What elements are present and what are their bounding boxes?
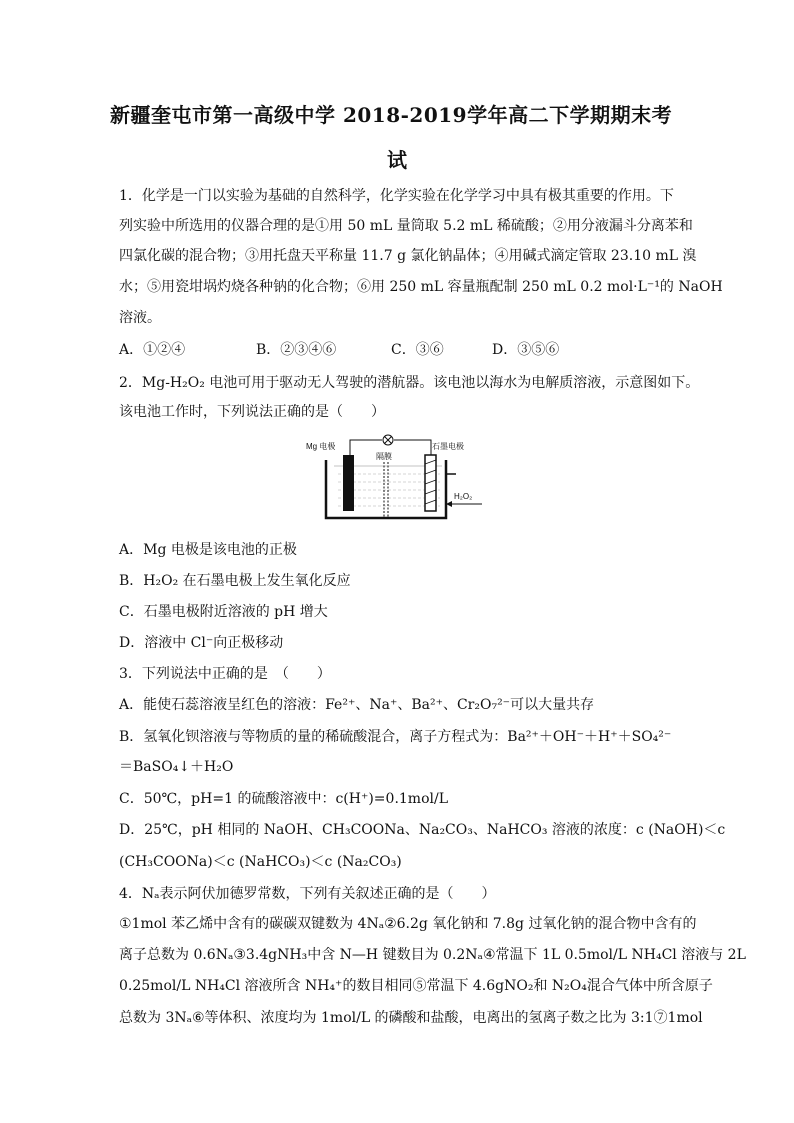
q1-line: 溶液。 — [119, 310, 161, 326]
q2-line: 该电池工作时，下列说法正确的是（ ） — [119, 404, 385, 420]
q2-option-c: C．石墨电极附近溶液的 pH 增大 — [119, 604, 328, 620]
graphite-electrode — [425, 455, 436, 511]
q3-option-c: C．50℃，pH=1 的硫酸溶液中：c(H⁺)=0.1mol/L — [119, 791, 448, 807]
q4-line: 总数为 3Nₐ⑥等体积、浓度均为 1mol/L 的磷酸和盐酸，电离出的氢离子数之比为 3:1⑦1mol — [119, 1010, 703, 1026]
q3-option-a: A．能使石蕊溶液呈红色的溶液：Fe²⁺、Na⁺、Ba²⁺、Cr₂O₇²⁻可以大量共存 — [119, 697, 595, 713]
membrane-label: 隔膜 — [376, 452, 392, 461]
q4-line: 0.25mol/L NH₄Cl 溶液所含 NH₄⁺的数目相同⑤常温下 4.6gNO₂和 N₂O₄混合气体中所含原子 — [119, 978, 713, 994]
q2-option-d: D．溶液中 Cl⁻向正极移动 — [119, 635, 284, 651]
battery-diagram — [306, 432, 488, 524]
q2-line: 2．Mg-H₂O₂ 电池可用于驱动无人驾驶的潜航器。该电池以海水为电解质溶液，示意图如下。 — [119, 375, 700, 391]
q3-option-d: D．25℃，pH 相同的 NaOH、CH₃COONa、Na₂CO₃、NaHCO₃ 溶液的浓度：c (NaOH)＜c — [119, 822, 726, 838]
graphite-electrode-label: 石墨电极 — [432, 442, 464, 451]
lamp-icon — [383, 435, 393, 445]
q1-option-c: C．③⑥ — [391, 342, 444, 358]
h2o2-label: H₂O₂ — [454, 492, 473, 501]
q1-option-a: A．①②④ — [119, 342, 186, 358]
q1-line: 1．化学是一门以实验为基础的自然科学，化学实验在化学学习中具有极其重要的作用。下 — [119, 188, 674, 204]
q1-line: 列实验中所选用的仪器合理的是①用 50 mL 量筒取 5.2 mL 稀硫酸；②用分液漏斗分离苯和 — [119, 218, 693, 234]
exam-title: 新疆奎屯市第一高级中学 2018-2019学年高二下学期期末考 — [110, 103, 673, 127]
q1-option-b: B．②③④⑥ — [256, 342, 337, 358]
q3-option-b: B．氢氧化钡溶液与等物质的量的稀硫酸混合，离子方程式为：Ba²⁺＋OH⁻＋H⁺＋SO₄²⁻ — [119, 729, 672, 745]
q3-stem: 3．下列说法中正确的是 （ ） — [119, 666, 331, 682]
q3-option-d-cont: (CH₃COONa)＜c (NaHCO₃)＜c (Na₂CO₃) — [119, 854, 402, 870]
mg-electrode-label: Mg 电极 — [306, 442, 336, 451]
q4-line: ①1mol 苯乙烯中含有的碳碳双键数为 4Nₐ②6.2g 氧化钠和 7.8g 过氧化钠的混合物中含有的 — [119, 916, 697, 932]
q3-option-b-cont: ＝BaSO₄↓＋H₂O — [119, 759, 234, 775]
q1-line: 水；⑤用瓷坩埚灼烧各种钠的化合物；⑥用 250 mL 容量瓶配制 250 mL 0.2 mol·L⁻¹的 NaOH — [119, 279, 723, 295]
exam-title-continued: 试 — [387, 148, 407, 172]
mg-electrode — [343, 455, 354, 511]
h2o2-inlet-arrow — [446, 501, 482, 507]
q2-option-b: B．H₂O₂ 在石墨电极上发生氧化反应 — [119, 573, 351, 589]
q1-option-d: D．③⑤⑥ — [492, 342, 560, 358]
q4-stem: 4．Nₐ表示阿伏加德罗常数，下列有关叙述正确的是（ ） — [119, 886, 496, 902]
q2-option-a: A．Mg 电极是该电池的正极 — [119, 542, 297, 558]
q1-line: 四氯化碳的混合物；③用托盘天平称量 11.7 g 氯化钠晶体；④用碱式滴定管取 23.10 mL 溴 — [119, 248, 697, 264]
q4-line: 离子总数为 0.6Nₐ③3.4gNH₃中含 N—H 键数目为 0.2Nₐ④常温下 1L 0.5mol/L NH₄Cl 溶液与 2L — [119, 947, 746, 963]
